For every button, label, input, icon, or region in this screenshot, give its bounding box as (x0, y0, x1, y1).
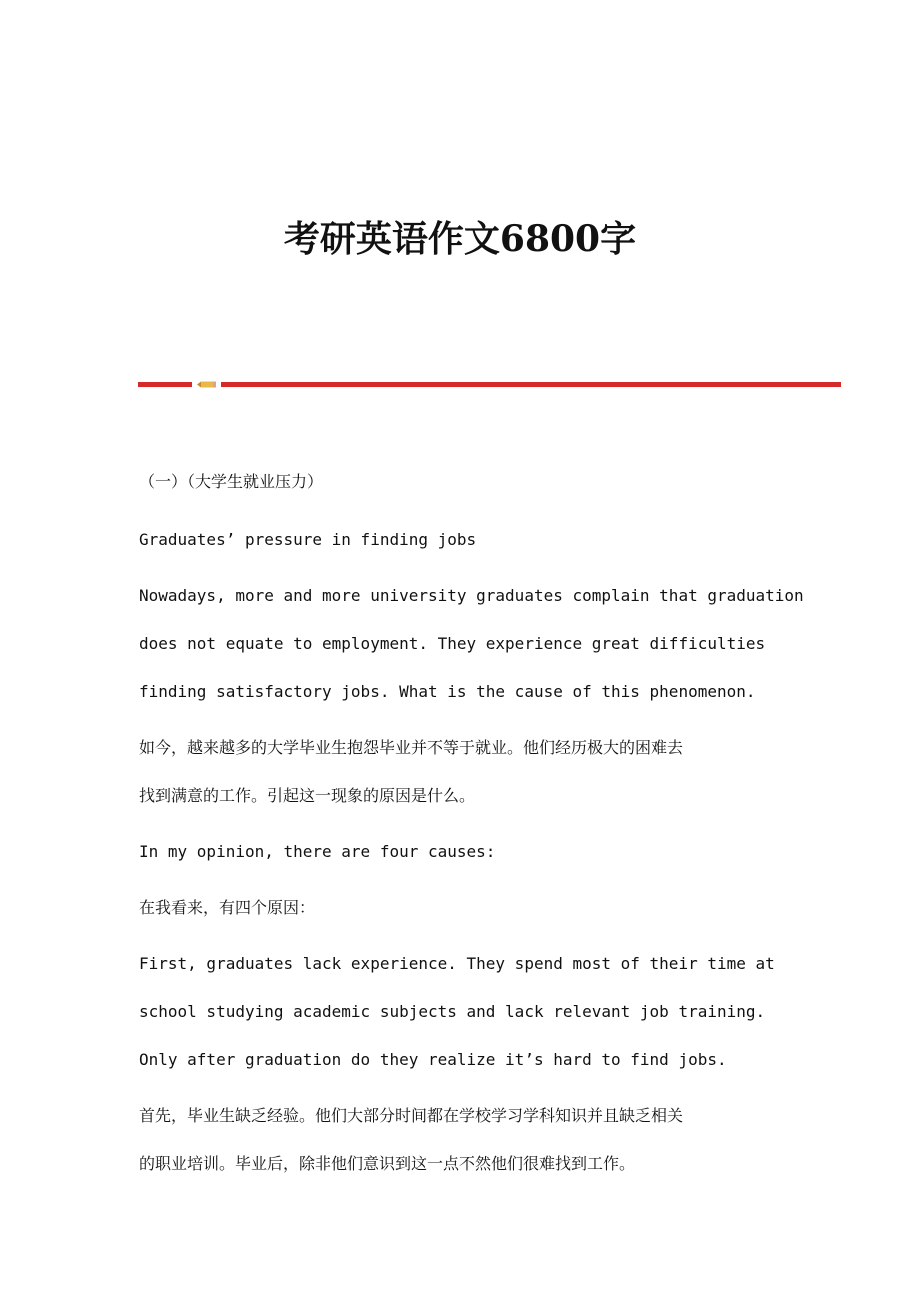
section-heading: （一）（大学生就业压力） (139, 472, 324, 491)
paragraph-line: First, graduates lack experience. They spend most of their time at (139, 954, 775, 973)
title-divider (138, 380, 841, 388)
paragraph-line-cn: 找到满意的工作。引起这一现象的原因是什么。 (139, 786, 476, 805)
pencil-icon (197, 381, 217, 388)
paragraph-line: In my opinion, there are four causes: (139, 842, 496, 861)
paragraph-line: school studying academic subjects and lack relevant job training. (139, 1002, 766, 1021)
paragraph-line: Nowadays, more and more university graduates complain that graduation (139, 586, 804, 605)
essay-title: Graduates’ pressure in finding jobs (139, 530, 477, 549)
paragraph-line: does not equate to employment. They experience great difficulties (139, 634, 766, 653)
paragraph-line-cn: 在我看来，有四个原因： (139, 898, 316, 917)
paragraph-line: finding satisfactory jobs. What is the cause of this phenomenon. (139, 682, 756, 701)
divider-bar-right (221, 382, 841, 387)
paragraph-line-cn: 首先，毕业生缺乏经验。他们大部分时间都在学校学习学科知识并且缺乏相关 (139, 1106, 684, 1125)
paragraph-line: Only after graduation do they realize it’s hard to find jobs. (139, 1050, 727, 1069)
paragraph-line-cn: 如今，越来越多的大学毕业生抱怨毕业并不等于就业。他们经历极大的困难去 (139, 738, 684, 757)
document-title: 考研英语作文6800字 (283, 218, 637, 260)
divider-bar-left (138, 382, 192, 387)
paragraph-line-cn: 的职业培训。毕业后，除非他们意识到这一点不然他们很难找到工作。 (139, 1154, 636, 1173)
